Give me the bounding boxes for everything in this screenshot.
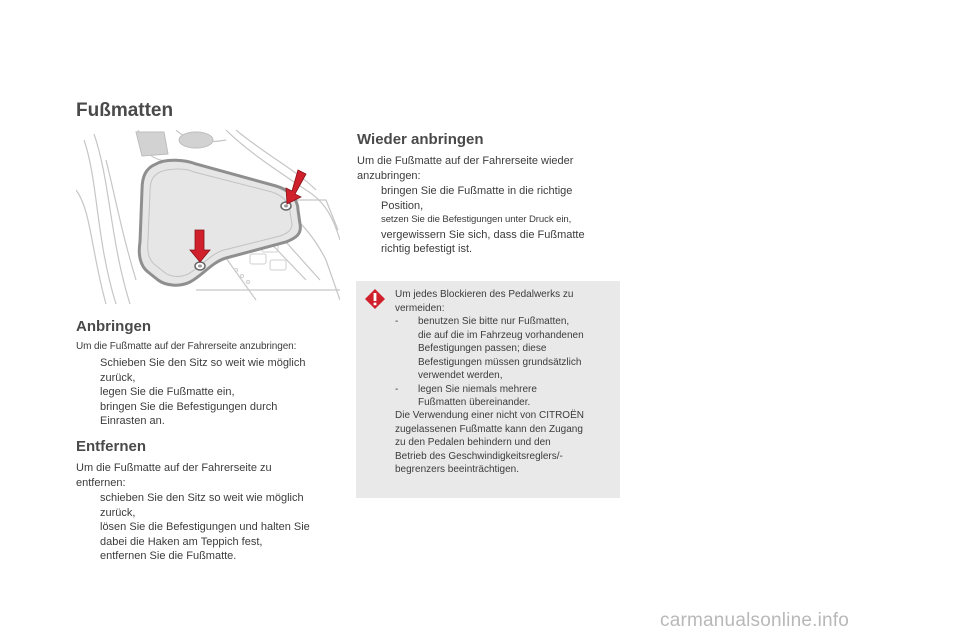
list-item: schieben Sie den Sitz so weit wie möglich zurück, — [100, 492, 304, 519]
warning-box — [356, 281, 620, 498]
list-item: Schieben Sie den Sitz so weit wie möglich zurück, — [100, 357, 306, 384]
entfernen-intro: Um die Fußmatte auf der Fahrerseite zu entfernen: — [76, 462, 272, 489]
anbringen-intro: Um die Fußmatte auf der Fahrerseite anzubringen: — [76, 341, 297, 352]
floor-mat-illustration — [76, 130, 340, 304]
section-title-anbringen: Anbringen — [76, 318, 151, 335]
section-title-entfernen: Entfernen — [76, 438, 147, 455]
list-item: - legen Sie niemals mehrere Fußmatten übereinander. — [395, 383, 537, 408]
list-item: entfernen Sie die Fußmatte. — [100, 550, 237, 562]
warning-icon — [364, 288, 386, 315]
watermark: carmanualsonline.info — [660, 610, 850, 631]
wieder-intro: Um die Fußmatte auf der Fahrerseite wieder anzubringen: — [357, 155, 574, 182]
list-item: lösen Sie die Befestigungen und halten Sie dabei die Haken am Teppich fest, — [100, 521, 310, 548]
anbringen-steps — [76, 356, 346, 429]
list-item: bringen Sie die Befestigungen durch Einrasten an. — [100, 400, 278, 427]
page-title: Fußmatten — [76, 100, 174, 121]
list-item: legen Sie die Fußmatte ein, — [100, 386, 235, 398]
list-item: bringen Sie die Fußmatte in die richtige Position, — [381, 185, 573, 212]
warning-intro: Um jedes Blockieren des Pedalwerks zu vermeiden: — [395, 289, 574, 314]
list-item: setzen Sie die Befestigungen unter Druck ein, — [381, 214, 572, 225]
section-title-wieder-anbringen: Wieder anbringen — [357, 131, 484, 148]
warning-note: Die Verwendung einer nicht von CITROËN zugelassenen Fußmatte kann den Zugang zu den Pedalen behindern und den Betrieb des Geschwindigkeitsreglers/- begrenzers beeinträchtigen. — [395, 410, 584, 475]
entfernen-steps — [76, 491, 346, 564]
wieder-steps — [357, 184, 632, 257]
list-item: vergewissern Sie sich, dass die Fußmatte richtig befestigt ist. — [381, 228, 585, 255]
list-item: - benutzen Sie bitte nur Fußmatten, die auf die im Fahrzeug vorhandenen Befestigungen passen; diese Befestigungen müssen grundsätzlich verwendet werden, — [395, 316, 584, 381]
warning-list — [395, 315, 615, 410]
